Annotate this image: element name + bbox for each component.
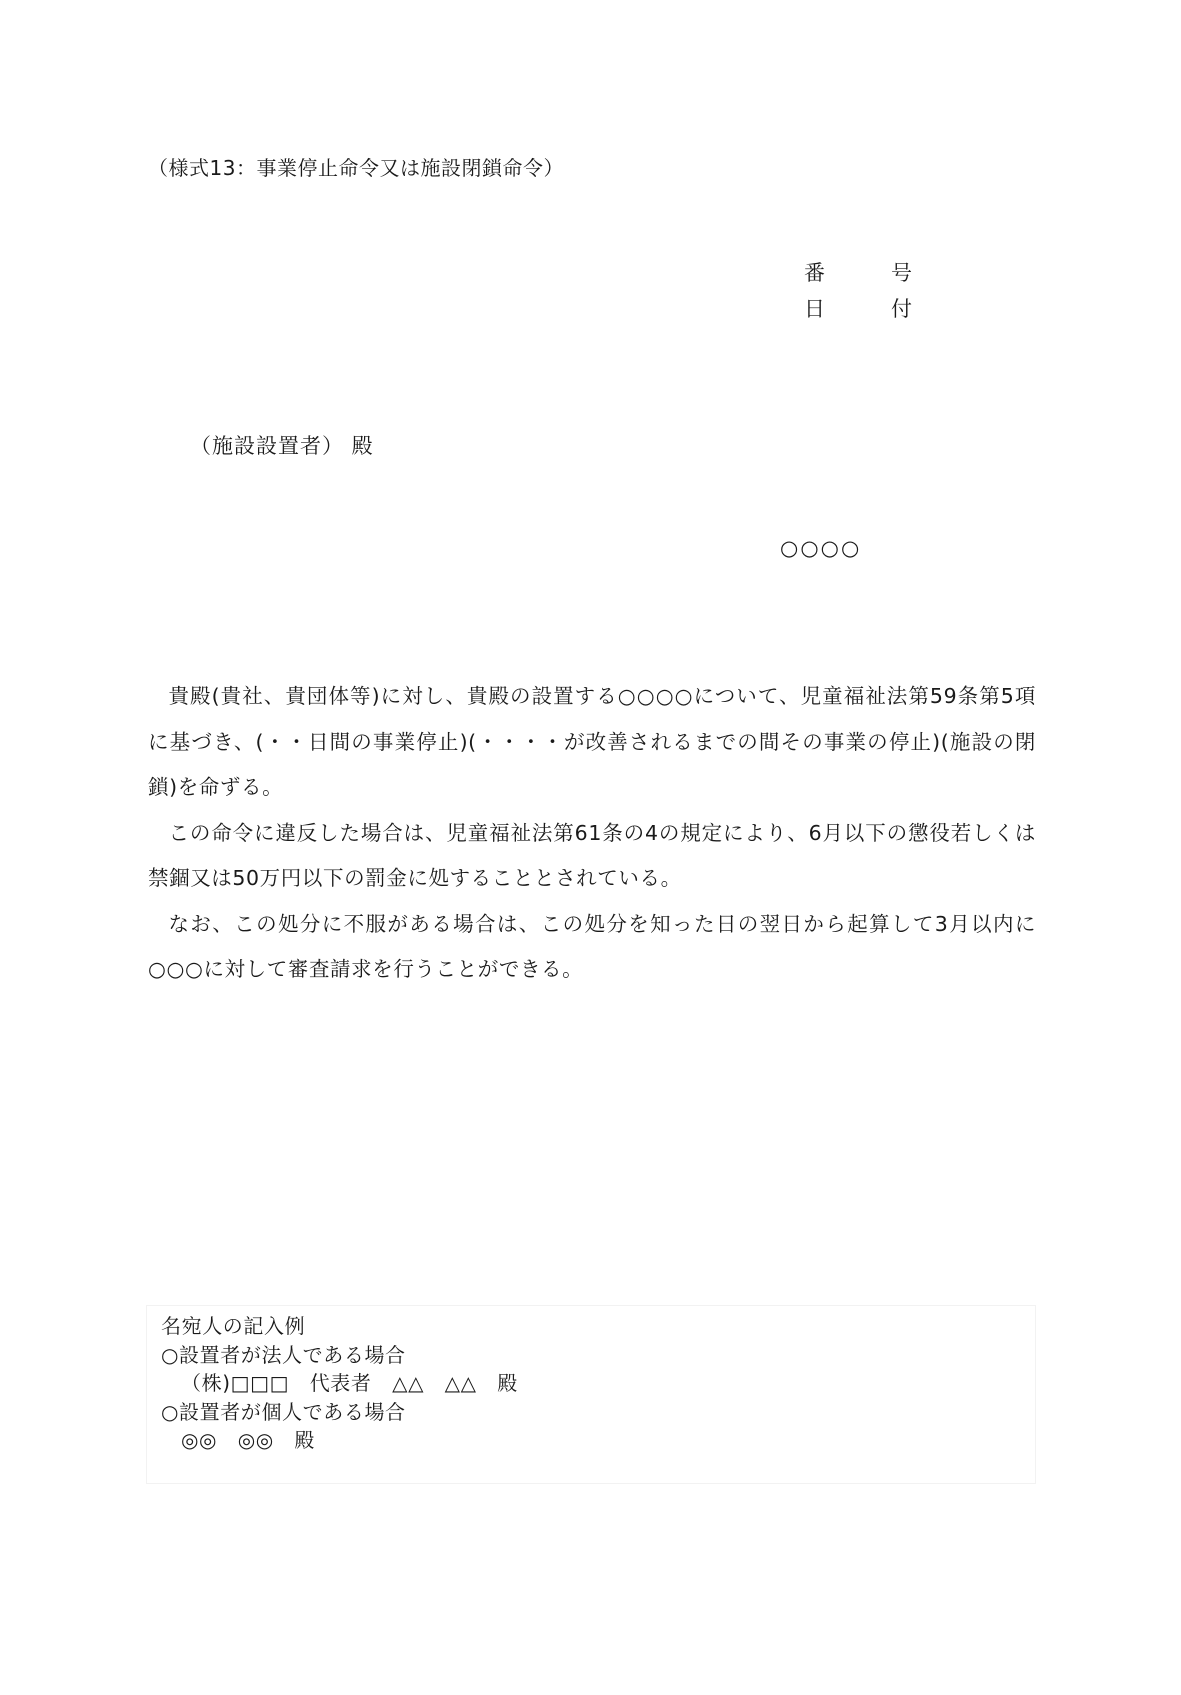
example-individual-case: ○設置者が個人である場合 <box>161 1400 406 1424</box>
issuer-name: ○○○○ <box>780 536 862 560</box>
date-label-first: 日 <box>804 297 825 321</box>
example-corporate-sample: （株)□□□ 代表者 △△ △△ 殿 <box>181 1371 518 1395</box>
number-label-second: 号 <box>891 261 912 285</box>
number-label-first: 番 <box>804 261 825 285</box>
example-individual-sample: ◎◎ ◎◎ 殿 <box>181 1428 316 1452</box>
addressee: （施設設置者） 殿 <box>190 434 374 458</box>
order-body <box>148 674 1036 993</box>
example-corporate-case: ○設置者が法人である場合 <box>161 1343 406 1367</box>
appeal-paragraph: なお、この処分に不服がある場合は、この処分を知った日の翌日から起算して3月以内に○○○に対して審査請求を行うことができる。 <box>148 911 1036 981</box>
addressee-example-box <box>146 1305 1036 1484</box>
date-label-second: 付 <box>891 297 912 321</box>
penalty-paragraph: この命令に違反した場合は、児童福祉法第61条の4の規定により、6月以下の懲役若しくは禁錮又は50万円以下の罰金に処することとされている。 <box>148 820 1036 890</box>
order-paragraph: 貴殿(貴社、貴団体等)に対し、貴殿の設置する○○○○について、児童福祉法第59条第5項に基づき、(・・日間の事業停止)(・・・・が改善されるまでの間その事業の停止)(施設の閉鎖)を命ずる。 <box>148 684 1036 799</box>
form-label: （様式13：事業停止命令又は施設閉鎖命令） <box>148 156 564 180</box>
example-heading: 名宛人の記入例 <box>161 1314 306 1338</box>
